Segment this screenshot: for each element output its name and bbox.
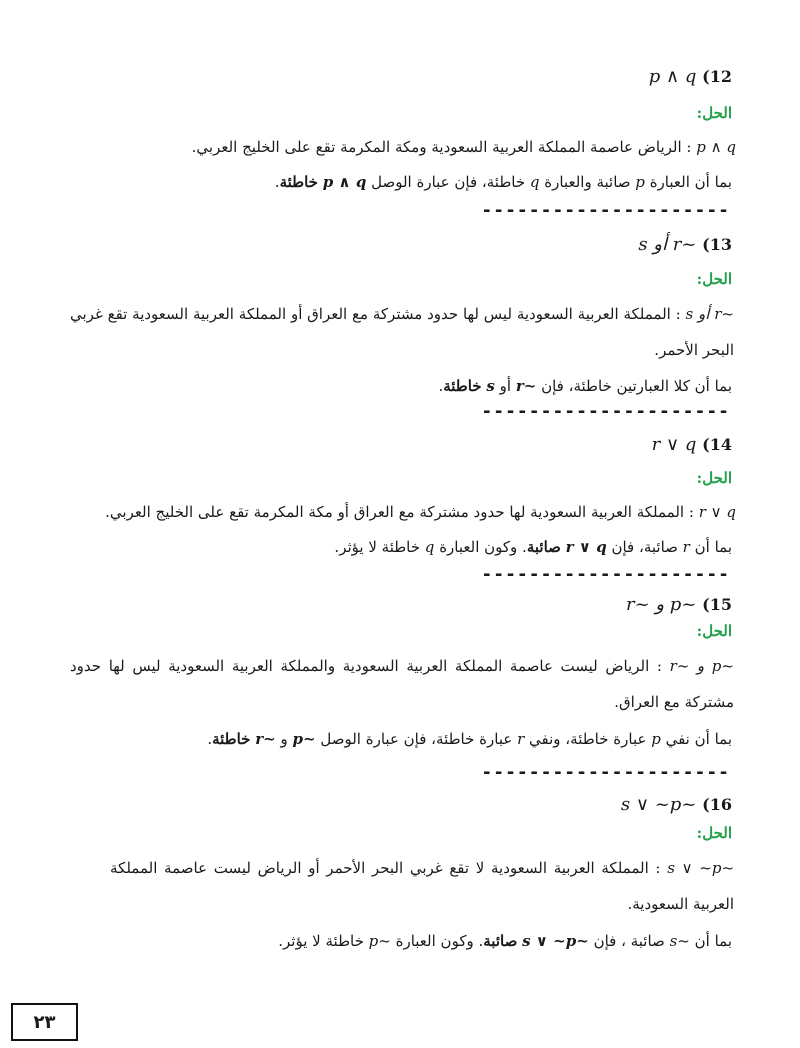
question-expression: ~r أو s xyxy=(638,234,697,255)
reason-verdict: خاطئة xyxy=(443,377,482,395)
reason-text: عبارة خاطئة، فإن عبارة الوصل xyxy=(320,730,513,748)
reason-math-bold: ~r xyxy=(255,730,276,748)
question-expression: ~s ∨ ~p xyxy=(620,794,697,815)
reason-text: و xyxy=(280,730,288,748)
statement-text: : المملكة العربية السعودية لا تقع غربي البحر الأحمر أو الرياض ليست عاصمة المملكة العربية السعودية. xyxy=(110,859,734,913)
statement-line xyxy=(192,138,736,156)
reason-math: r xyxy=(682,538,690,556)
question-16-heading xyxy=(621,794,732,815)
reason-text: خاطئة لا يؤثر. xyxy=(334,538,421,556)
solution-label: الحل: xyxy=(696,104,732,122)
solution-label: الحل: xyxy=(696,622,732,640)
reason-text: بما أن كلا العبارتين خاطئة، فإن xyxy=(541,377,732,395)
reason-punct: . xyxy=(438,377,444,395)
statement-text: : المملكة العربية السعودية لها حدود مشتركة مع العراق أو مكة المكرمة تقع على الخليج العربي. xyxy=(105,503,694,521)
question-expression: r ∨ q xyxy=(651,434,697,455)
reason-text: صائبة، فإن xyxy=(611,538,678,556)
statement-math: p ∧ q xyxy=(696,138,736,156)
statement-math: ~s ∨ ~p xyxy=(667,859,735,877)
question-14-heading xyxy=(652,434,732,455)
reason-math: ~s xyxy=(669,932,690,950)
separator: --------------------- xyxy=(481,762,730,783)
separator: --------------------- xyxy=(481,200,730,221)
reason-math-bold: ~r xyxy=(515,377,537,395)
reason-text: عبارة خاطئة، ونفي xyxy=(529,730,647,748)
statement-math: ~r أو s xyxy=(685,305,734,323)
reason-text: خاطئة، فإن عبارة الوصل xyxy=(371,173,526,191)
reason-math: ~p xyxy=(368,932,391,950)
statement-text: : الرياض ليست عاصمة المملكة العربية السعودية والمملكة العربية السعودية ليس لها حدود مشتركة مع العراق. xyxy=(70,657,734,711)
statement-text: : المملكة العربية السعودية ليس لها حدود مشتركة مع العراق أو المملكة العربية السعودية تقع غربي البحر الأحمر. xyxy=(70,305,734,359)
statement-text: : الرياض عاصمة المملكة العربية السعودية ومكة المكرمة تقع على الخليج العربي. xyxy=(191,138,692,156)
reason-line xyxy=(334,538,732,556)
question-number: 16) xyxy=(702,795,732,814)
question-number: 14) xyxy=(702,435,732,454)
reason-verdict: خاطئة xyxy=(212,730,251,748)
reason-math-bold: ~s ∨ ~p xyxy=(522,932,589,950)
reason-line xyxy=(275,173,732,191)
reason-text: أو xyxy=(499,377,512,395)
reason-text: بما أن xyxy=(694,932,732,950)
solution-label: الحل: xyxy=(696,469,732,487)
reason-math: r xyxy=(517,730,525,748)
reason-text: بما أن xyxy=(694,538,732,556)
reason-punct: . xyxy=(274,173,280,191)
reason-math: q xyxy=(529,173,540,191)
question-expression: ~p و ~r xyxy=(625,594,697,615)
question-15-heading xyxy=(626,594,732,615)
statement-line xyxy=(105,503,736,521)
solution-label: الحل: xyxy=(696,824,732,842)
question-expression: p ∧ q xyxy=(648,66,697,87)
reason-line xyxy=(207,730,732,748)
statement-line xyxy=(110,850,734,922)
page-number-box xyxy=(11,1003,78,1041)
statement-line xyxy=(70,296,734,368)
reason-verdict: صائبة xyxy=(483,932,518,950)
reason-math: p xyxy=(635,173,645,191)
reason-line xyxy=(438,377,732,395)
page-number: ٢٣ xyxy=(33,1011,56,1033)
separator: --------------------- xyxy=(481,564,730,585)
reason-line xyxy=(278,932,732,950)
reason-text: . وكون العبارة xyxy=(439,538,527,556)
reason-verdict: صائبة xyxy=(526,538,561,556)
question-12-heading xyxy=(649,66,732,87)
reason-verdict: خاطئة xyxy=(279,173,318,191)
reason-math-bold: p ∧ q xyxy=(322,173,367,191)
question-number: 15) xyxy=(702,595,732,614)
reason-text: صائبة والعبارة xyxy=(544,173,631,191)
reason-text: بما أن نفي xyxy=(665,730,732,748)
reason-text: خاطئة لا يؤثر. xyxy=(278,932,364,950)
reason-math: q xyxy=(424,538,435,556)
statement-line xyxy=(70,648,734,720)
statement-math: r ∨ q xyxy=(698,503,736,521)
reason-punct: . xyxy=(207,730,213,748)
statement-math: ~p و ~r xyxy=(669,657,734,675)
reason-math-bold: s xyxy=(486,377,495,395)
question-13-heading xyxy=(638,234,732,255)
solution-label: الحل: xyxy=(696,270,732,288)
reason-math-bold: ~p xyxy=(292,730,316,748)
reason-math-bold: r ∨ q xyxy=(565,538,607,556)
reason-text: بما أن العبارة xyxy=(649,173,732,191)
question-number: 13) xyxy=(702,235,732,254)
reason-text: صائبة ، فإن xyxy=(593,932,665,950)
separator: --------------------- xyxy=(481,401,730,422)
reason-text: . وكون العبارة xyxy=(395,932,484,950)
question-number: 12) xyxy=(702,67,732,86)
reason-math: p xyxy=(651,730,661,748)
